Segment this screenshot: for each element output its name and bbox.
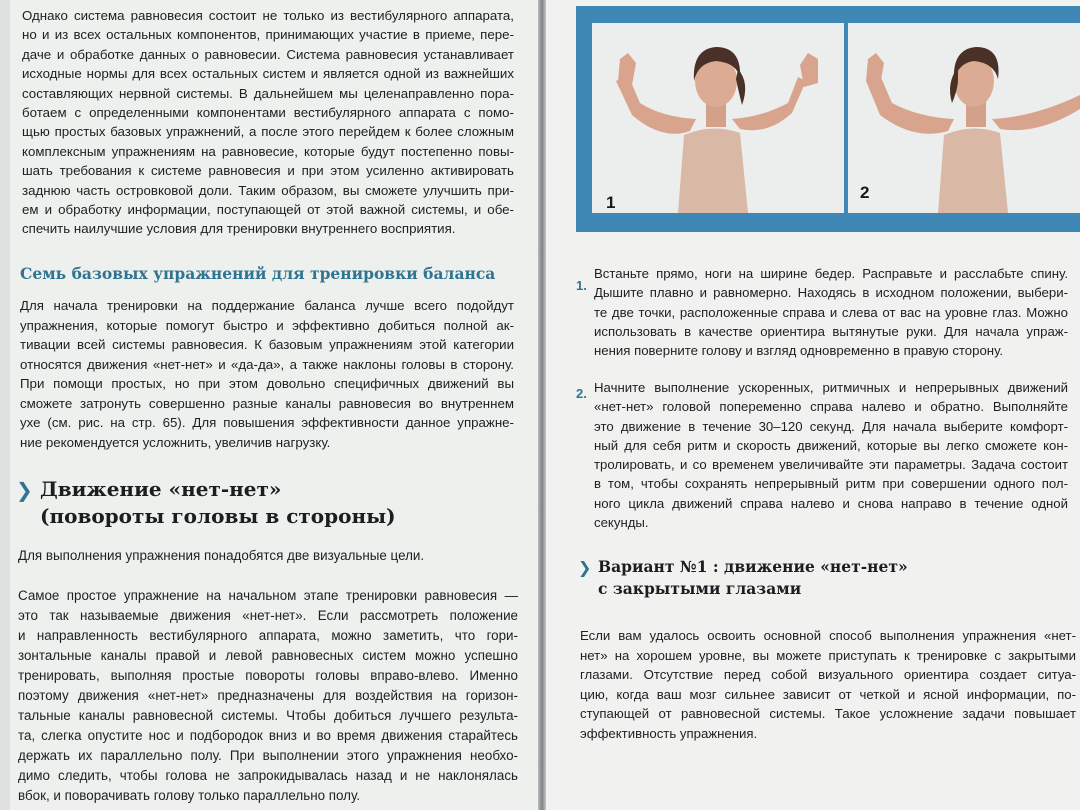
book-gutter bbox=[538, 0, 546, 810]
step-number-1: 1. bbox=[576, 278, 587, 293]
section-heading: Семь базовых упражнений для тренировки баланса bbox=[20, 264, 496, 283]
variant-paragraph: Если вам удалось освоить основной способ выполнения упражнения «нет- нет» на хорошем уровне, вы можете приступать к тренировке с закрытыми глазами. Отсутствие перед собой визуального ориентира создает ситуа- цию, когда ваш мозг сильнее зависит от четкой и ясной информации, по- ступающей от равновесной системы. Такое усложнение задачи повышает эффективность упражнения. bbox=[580, 628, 1076, 741]
intro-paragraph: Однако система равновесия состоит не только из вестибулярного аппарата, но и из всех остальных компонентов, принимающих участие в приеме, пере- даче и обработке данных о равновесии. Система равновесия устанавливает исходные нормы для всех остальных систем и является одной из важнейших составляющих нервной системы. В дальнейшем мы целенаправленно пора- ботаем с определенными компонентами вестибулярного аппарата с помо- щью простых базовых упражнений, а после этого перейдем к более сложным комплексным упражнениям на равновесие, которые будут постепенно повы- шать требования к системе равновесия и при этом усиленно активировать заднюю часть островковой доли. Таким образом, вы сможете улучшить при- ем и обработку информации, поступающей от этой важной системы, и обе- спечить наилучшие условия для тренировки внутреннего восприятия. bbox=[22, 8, 514, 237]
chevron-right-icon: ❯ bbox=[16, 478, 33, 502]
step-number-2: 2. bbox=[576, 386, 587, 401]
chevron-right-icon: ❯ bbox=[578, 558, 592, 577]
page-edge bbox=[0, 0, 10, 810]
section-paragraph: Для начала тренировки на поддержание баланса лучше всего подойдут упражнения, которые помогут быстро и эффективно добиться полной ак- тивации всей системы равновесия. К базовым упражнениям этой категории относятся движения «нет-нет» и «да-да», а также наклоны головы в сторону. При помощи простых, но при этом довольно специфичных движений вы сможете затронуть совершенно разные каналы равновесия во внутреннем ухе (см. рис. на стр. 65). Для повышения эффективности данное упражне- ние рекомендуется усложнить, увеличив нагрузку. bbox=[20, 298, 514, 450]
woman-figure-icon bbox=[848, 23, 1080, 213]
exercise-paragraph: Самое простое упражнение на начальном этапе тренировки равновесия — это так называемые движения «нет-нет». Если рассмотреть положение и направленность вестибулярного аппарата, можно заметить, что гори- зонтальные каналы правой и левой равновесных систем можно успешно тренировать, выполняя простые повороты головы вправо-влево. Именно поэтому движения «нет-нет» предназначены для воздействия на горизон- тальные каналы равновесной системы. Чтобы добиться лучшего результа- та, слегка опустите нос и подбородок вниз и во время движения старайтесь держать их параллельно полу. При выполнении этого упражнения необхо- димо следить, чтобы голова не запрокидывалась назад и не наклонялась вбок, и поворачивать голову только параллельно полу. bbox=[18, 588, 518, 803]
exercise-heading: Движение «нет-нет» (повороты головы в стороны) bbox=[40, 477, 396, 528]
exercise-photo-1 bbox=[592, 23, 844, 213]
right-page bbox=[546, 0, 1080, 810]
woman-figure-icon bbox=[592, 23, 844, 213]
photo-label-1: 1 bbox=[606, 193, 616, 212]
step-2-text: Начните выполнение ускоренных, ритмичных и непрерывных движений «нет-нет» головой попеременно справа налево и обратно. Выполняйте это движение в течение 30–120 секунд. Для начала выберите комфорт- ный для себя ритм и скорость движений, которые вы легко сможете кон- тролировать, и со временем увеличивайте эти параметры. Задача состоит в том, чтобы сохранять непрерывный ритм при совершении одного пол- ного цикла движений справа налево и снова направо в течение одной секунды. bbox=[594, 380, 1068, 531]
exercise-photo-2 bbox=[848, 23, 1080, 213]
photo-frame bbox=[576, 6, 1080, 232]
visual-targets-line: Для выполнения упражнения понадобятся две визуальные цели. bbox=[18, 548, 425, 563]
photo-label-2: 2 bbox=[860, 183, 870, 202]
left-page bbox=[0, 0, 538, 810]
variant-heading: Вариант №1 : движение «нет-нет» с закрытыми глазами bbox=[598, 557, 908, 598]
step-1-text: Встаньте прямо, ноги на ширине бедер. Расправьте и расслабьте спину. Дышите плавно и равномерно. Находясь в исходном положении, выбери- те две точки, расположенные справа и слева от вас на уровне глаз. Можно использовать в качестве ориентира вытянутые руки. Для начала упраж- нения поверните голову и взгляд одновременно в правую сторону. bbox=[594, 266, 1068, 359]
